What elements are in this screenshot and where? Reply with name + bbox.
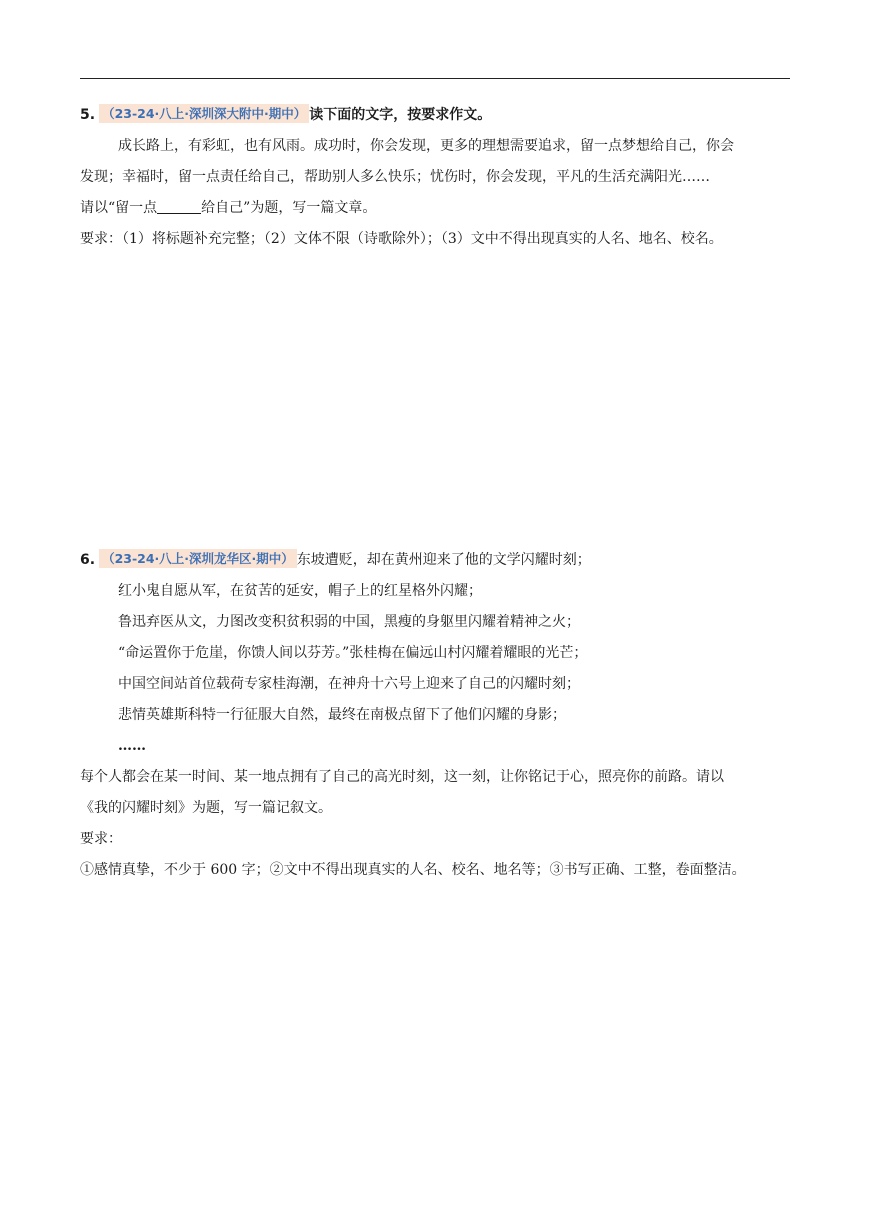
title-prompt <box>80 197 795 228</box>
question-6 <box>80 549 795 890</box>
material-ellipsis: …… <box>118 738 146 754</box>
title-prompt-after: 给自己”为题，写一篇文章。 <box>201 200 377 216</box>
requirements: ①感情真挚，不少于 600 字；②文中不得出现真实的人名、校名、地名等；③书写正确、工整，卷面整洁。 <box>80 862 746 878</box>
title-blank <box>157 199 201 214</box>
prompt-line: 每个人都会在某一时间、某一地点拥有了自己的高光时刻，这一刻，让你铭记于心，照亮你的前路。请以 <box>80 769 724 785</box>
material-line: 东坡遭贬，却在黄州迎来了他的文学闪耀时刻； <box>296 552 591 568</box>
material-line: 中国空间站首位载荷专家桂海潮，在神舟十六号上迎来了自己的闪耀时刻； <box>118 676 580 692</box>
title-prompt-before: 请以“留一点 <box>80 200 158 216</box>
question-number: 6. <box>80 552 96 568</box>
question-5-header <box>80 104 795 135</box>
question-number: 5. <box>80 107 96 123</box>
source-tag: （23-24·八上·深圳深大附中·期中） <box>99 104 309 123</box>
material-line: 悲情英雄斯科特一行征服大自然，最终在南极点留下了他们闪耀的身影； <box>118 707 566 723</box>
question-5 <box>80 104 795 259</box>
material-line: 发现；幸福时，留一点责任给自己，帮助别人多么快乐；忧伤时，你会发现，平凡的生活充满阳光…… <box>80 169 710 185</box>
material-line: “命运置你于危崖，你馈人间以芬芳。”张桂梅在偏远山村闪耀着耀眼的光芒； <box>118 645 588 661</box>
header-rule <box>80 78 790 79</box>
source-tag: （23-24·八上·深圳龙华区·期中） <box>99 549 297 568</box>
question-6-header <box>80 549 795 580</box>
material-line: 鲁迅弃医从文，力图改变积贫积弱的中国，黑瘦的身躯里闪耀着精神之火； <box>118 614 580 630</box>
question-instruction: 读下面的文字，按要求作文。 <box>309 107 492 123</box>
requirements-label: 要求： <box>80 831 122 847</box>
material-line: 红小鬼自愿从军，在贫苦的延安，帽子上的红星格外闪耀； <box>118 583 482 599</box>
prompt-line: 《我的闪耀时刻》为题，写一篇记叙文。 <box>80 800 332 816</box>
material-line: 成长路上，有彩虹，也有风雨。成功时，你会发现，更多的理想需要追求，留一点梦想给自己，你会 <box>118 138 734 154</box>
requirements: 要求：（1）将标题补充完整；（2）文体不限（诗歌除外）；（3）文中不得出现真实的人名、地名、校名。 <box>80 231 723 247</box>
